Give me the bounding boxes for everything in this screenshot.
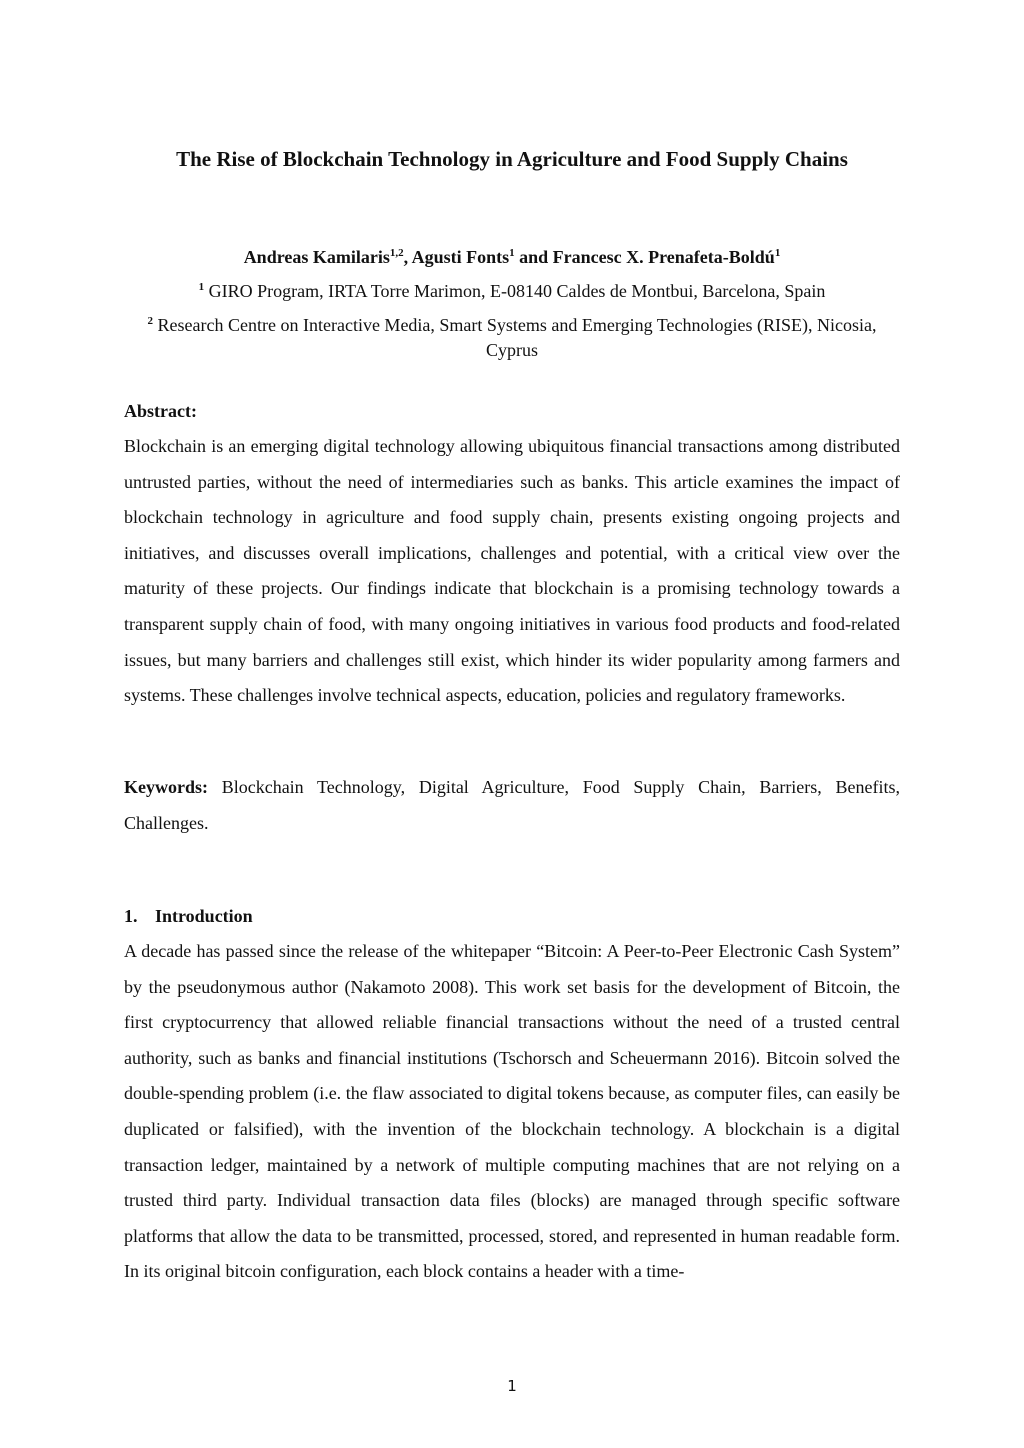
affiliation-mark: 2 <box>147 315 154 327</box>
keywords-label: Keywords: <box>124 777 208 797</box>
author-name: Francesc X. Prenafeta-Boldú <box>552 247 775 267</box>
affiliation <box>0 279 1024 304</box>
author-affiliation-mark: 1 <box>509 247 515 259</box>
page-number: 1 <box>507 1377 517 1395</box>
author-name: Andreas Kamilaris <box>243 247 390 267</box>
affiliation <box>120 313 904 363</box>
author-affiliation-mark: 1 <box>774 247 781 259</box>
author-name: Agusti Fonts <box>411 247 510 267</box>
affiliation-mark: 1 <box>198 281 205 293</box>
section-number: 1. <box>124 906 138 926</box>
author-affiliation-mark: 1,2 <box>389 247 404 259</box>
introduction-text: A decade has passed since the release of the whitepaper “Bitcoin: A Peer-to-Peer Electronic Cash System” by the pseudonymous author (Nakamoto 2008). This work set basis for the development of Bitcoin, the first cryptocurrency that allowed reliable financial transactions without the need of a trusted central authority, such as banks and financial institutions (Tschorsch and Scheuermann 2016). Bitcoin solved the double-spending problem (i.e. the flaw associated to digital tokens because, as computer files, can easily be duplicated or falsified), with the invention of the blockchain technology. A blockchain is a digital transaction ledger, maintained by a network of multiple computing machines that are not relying on a trusted third party. Individual transaction data files (blocks) are managed through specific software platforms that allow the data to be transmitted, processed, stored, and represented in human readable form. In its original bitcoin configuration, each block contains a header with a time- <box>124 941 900 1282</box>
affiliation-text: GIRO Program, IRTA Torre Marimon, E-08140 Caldes de Montbui, Barcelona, Spain <box>204 281 826 301</box>
section-heading <box>124 902 900 930</box>
author-list <box>0 243 1024 271</box>
keywords-text: Blockchain Technology, Digital Agriculture, Food Supply Chain, Barriers, Benefits, Challenges. <box>124 777 900 833</box>
author-separator: , <box>403 247 412 267</box>
section-title: Introduction <box>155 906 253 926</box>
abstract-text: Blockchain is an emerging digital technology allowing ubiquitous financial transactions among distributed untrusted parties, without the need of intermediaries such as banks. This article examines the impact of blockchain technology in agriculture and food supply chain, presents existing ongoing projects and initiatives, and discusses overall implications, challenges and potential, with a critical view over the maturity of these projects. Our findings indicate that blockchain is a promising technology towards a transparent supply chain of food, with many ongoing initiatives in various food products and food-related issues, but many barriers and challenges still exist, which hinder its wider popularity among farmers and systems. These challenges involve technical aspects, education, policies and regulatory frameworks. <box>124 436 900 706</box>
keywords <box>124 770 900 841</box>
affiliation-text: Research Centre on Interactive Media, Smart Systems and Emerging Technologies (RISE), Nicosia, Cyprus <box>153 315 877 360</box>
paper-title: The Rise of Blockchain Technology in Agriculture and Food Supply Chains <box>176 147 848 171</box>
author-separator: and <box>514 247 553 267</box>
abstract-heading: Abstract: <box>124 401 197 421</box>
